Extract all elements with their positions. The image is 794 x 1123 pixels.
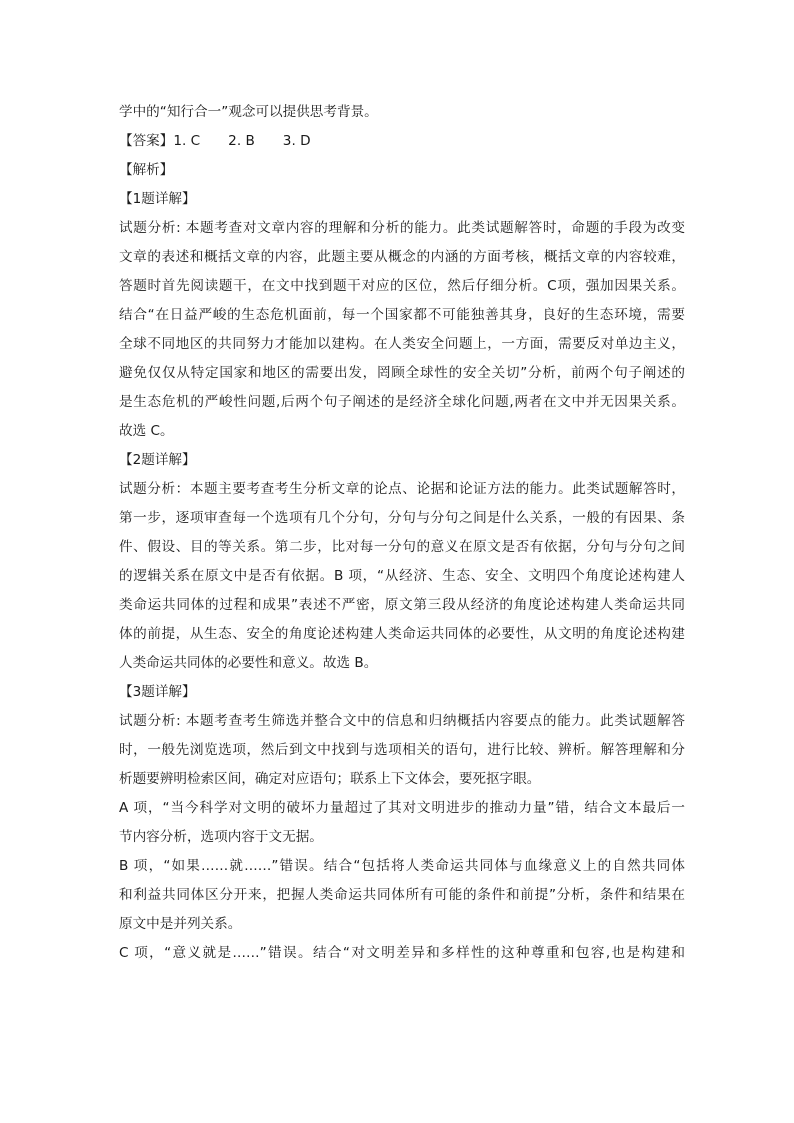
q1-line: 避免仅仅从特定国家和地区的需要出发，罔顾全球性的安全关切”分析，前两个句子阐述的	[119, 365, 685, 381]
q1-line: 全球不同地区的共同努力才能加以建构。在人类安全问题上，一方面，需要反对单边主义，	[119, 336, 685, 352]
q3-line: 析题要辨明检索区间，确定对应语句；联系上下文体会，要死抠字眼。	[119, 771, 541, 787]
q3-paragraph	[119, 707, 685, 968]
q3-line: 和利益共同体区分开来，把握人类命运共同体所有可能的条件和前提”分析，条件和结果在	[119, 887, 685, 903]
answer-item-3: 3. D	[282, 133, 311, 149]
q1-line: 故选 C。	[119, 423, 174, 439]
q2-line: 类命运共同体的过程和成果”表述不严密，原文第三段从经济的角度论述构建人类命运共同	[119, 597, 685, 613]
q3-line: B 项，“如果……就……”错误。结合“包括将人类命运共同体与血缘意义上的自然共同体	[119, 858, 685, 874]
analysis-heading: 【解析】	[119, 162, 174, 178]
q3-line: C 项，“意义就是……”错误。结合“对文明差异和多样性的这种尊重和包容,也是构建和	[119, 945, 685, 961]
q2-line: 人类命运共同体的必要性和意义。故选 B。	[119, 655, 378, 671]
q1-heading: 【1题详解】	[119, 191, 196, 207]
q3-line: 节内容分析，选项内容于文无据。	[119, 829, 323, 845]
q3-line: 试题分析: 本题考查考生筛选并整合文中的信息和归纳概括内容要点的能力。此类试题解答	[119, 713, 685, 729]
answer-item-1: 1. C	[173, 133, 201, 149]
q2-line: 体的前提，从生态、安全的角度论述构建人类命运共同体的必要性，从文明的角度论述构建	[119, 626, 685, 642]
q1-line: 试题分析: 本题考查对文章内容的理解和分析的能力。此类试题解答时，命题的手段为改变	[119, 220, 685, 236]
q2-paragraph	[119, 475, 685, 678]
q2-line: 件、假设、目的等关系。第二步，比对每一分句的意义在原文是否有依据，分句与分句之间	[119, 539, 685, 555]
q3-heading: 【3题详解】	[119, 684, 196, 700]
intro-tail-line: 学中的“知行合一”观念可以提供思考背景。	[119, 104, 378, 120]
answer-tag: 【答案】	[119, 133, 174, 149]
q1-line: 答题时首先阅读题干，在文中找到题干对应的区位，然后仔细分析。C项，强加因果关系。	[119, 278, 685, 294]
q1-line: 是生态危机的严峻性问题,后两个句子阐述的是经济全球化问题,两者在文中并无因果关系。	[119, 394, 685, 410]
q1-paragraph	[119, 214, 685, 446]
q2-line: 的逻辑关系在原文中是否有依据。B 项，“从经济、生态、安全、文明四个角度论述构建人	[119, 568, 685, 584]
q2-line: 第一步，逐项审查每一个选项有几个分句，分句与分句之间是什么关系，一般的有因果、条	[119, 510, 685, 526]
q1-line: 结合“在日益严峻的生态危机面前，每一个国家都不可能独善其身，良好的生态环境，需要	[119, 307, 685, 323]
document-body	[119, 98, 685, 968]
q2-line: 试题分析：本题主要考查考生分析文章的论点、论据和论证方法的能力。此类试题解答时，	[119, 481, 685, 497]
answer-line	[119, 127, 685, 156]
q3-line: 时，一般先浏览选项，然后到文中找到与选项相关的语句，进行比较、辨析。解答理解和分	[119, 742, 685, 758]
q3-line: 原文中是并列关系。	[119, 916, 242, 932]
answer-item-2: 2. B	[228, 133, 255, 149]
q3-line: A 项，“当今科学对文明的破坏力量超过了其对文明进步的推动力量”错，结合文本最后一	[119, 800, 685, 816]
q1-line: 文章的表述和概括文章的内容，此题主要从概念的内涵的方面考核，概括文章的内容较难，	[119, 249, 685, 265]
q2-heading: 【2题详解】	[119, 452, 196, 468]
